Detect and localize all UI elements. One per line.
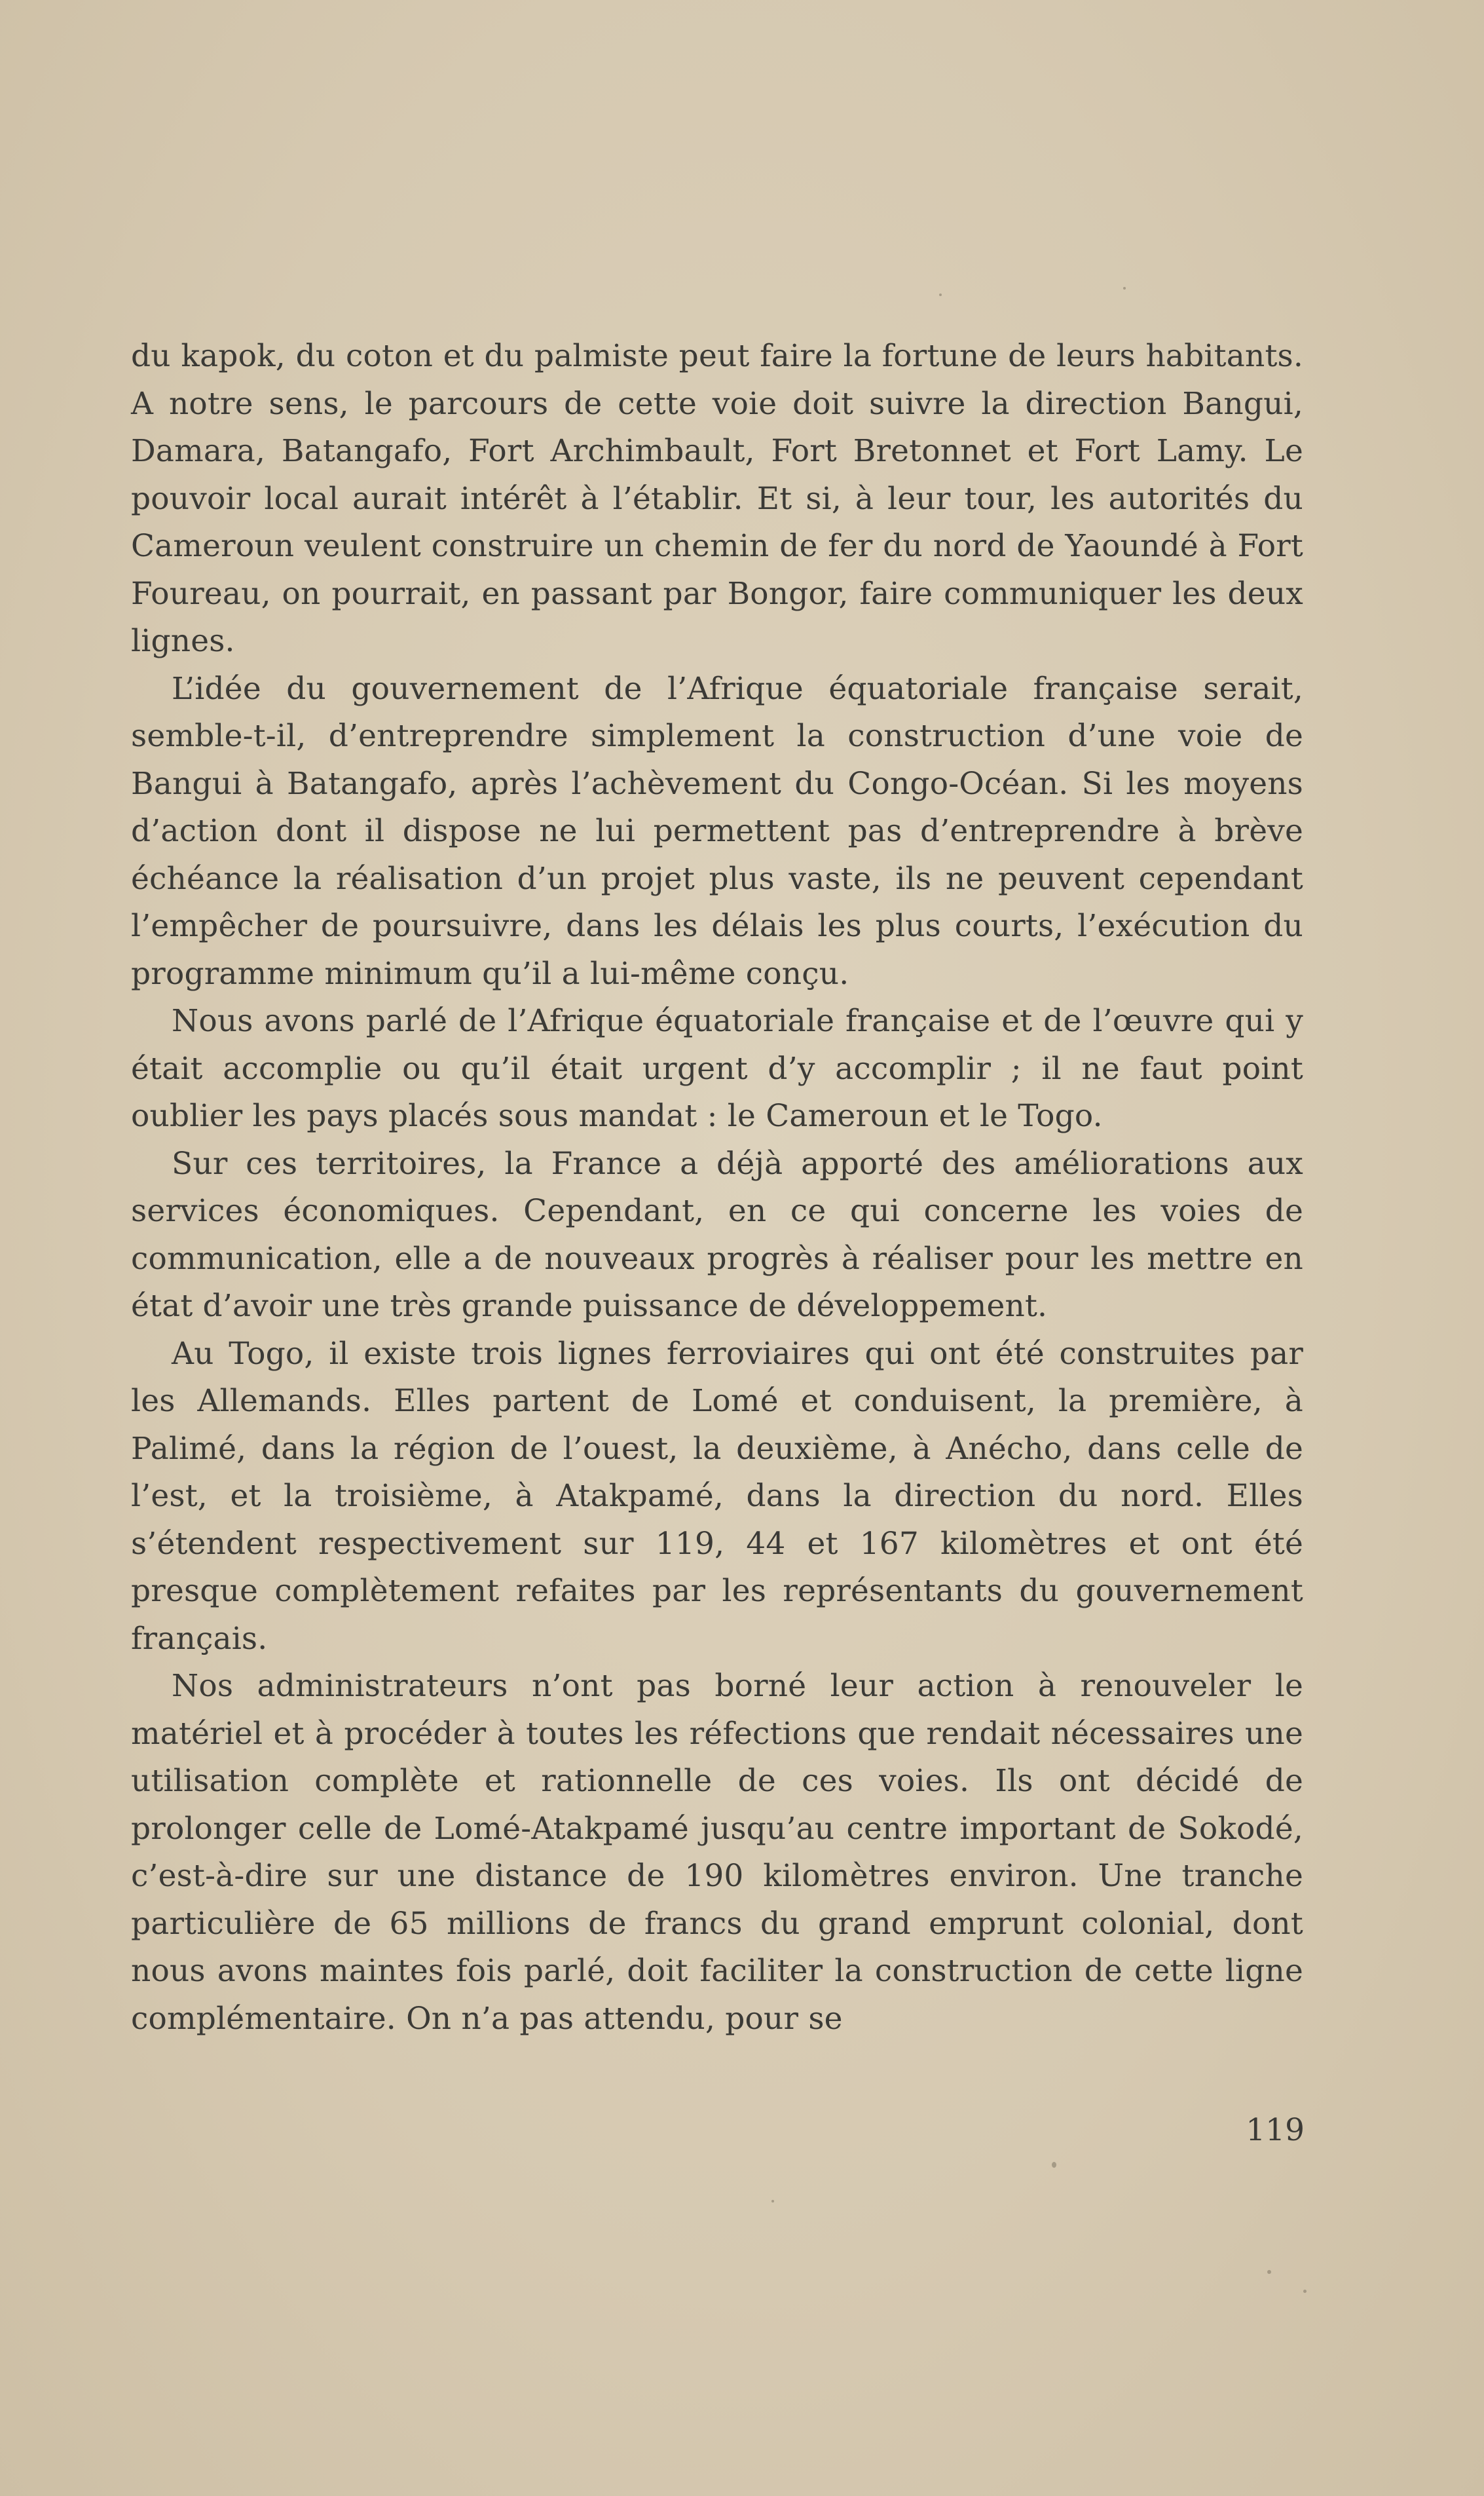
paper-speck — [771, 2200, 774, 2203]
paragraph-1: du kapok, du coton et du palmiste peut faire la fortune de leurs habitants. A notre sens, le parcours de cette voie doit suivre la direction Bangui, Damara, Batangafo, Fort Archimbault, Fort Bretonnet et Fort Lamy. Le pouvoir local aurait intérêt à l’établir. Et si, à leur tour, les autorités du Cameroun veulent construire un chemin de fer du nord de Yaoundé à Fort Foureau, on pourrait, en passant par Bongor, faire communiquer les deux lignes. — [131, 338, 1303, 659]
paper-speck — [1123, 287, 1126, 290]
paper-speck — [1052, 2162, 1056, 2168]
paragraph-4: Sur ces territoires, la France a déjà apporté des améliorations aux services économiques. Cependant, en ce qui concerne les voies de communication, elle a de nouveaux progrès à réaliser pour les mettre en état d’avoir une très grande puissance de développement. — [131, 1145, 1303, 1324]
page-number: 119 — [1246, 2112, 1305, 2148]
paper-speck — [1267, 2270, 1271, 2274]
paragraph-5: Au Togo, il existe trois lignes ferroviaires qui ont été construites par les Allemands. Elles partent de Lomé et conduisent, la première, à Palimé, dans la région de l’ouest, la deuxième, à Anécho, dans celle de l’est, et la troisième, à Atakpamé, dans la direction du nord. Elles s’étendent respectivement sur 119, 44 et 167 kilomètres et ont été presque complètement refaites par les représentants du gouvernement français. — [131, 1335, 1303, 1657]
paper-speck — [1303, 2290, 1307, 2293]
paragraph-3: Nous avons parlé de l’Afrique équatoriale française et de l’œuvre qui y était accomplie ou qu’il était urgent d’y accomplir ; il ne faut point oublier les pays placés sous mandat : le Cameroun et le Togo. — [131, 1003, 1303, 1134]
paper-speck — [939, 293, 942, 296]
paragraph-2: L’idée du gouvernement de l’Afrique équatoriale française serait, semble-t-il, d’entreprendre simplement la construction d’une voie de Bangui à Batangafo, après l’achèvement du Congo-Océan. Si les moyens d’action dont il dispose ne lui permettent pas d’entreprendre à brève échéance la réalisation d’un projet plus vaste, ils ne peuvent cependant l’empêcher de poursuivre, dans les délais les plus courts, l’exécution du programme minimum qu’il a lui-même conçu. — [131, 670, 1303, 992]
body-text — [131, 333, 1303, 2043]
paragraph-6: Nos administrateurs n’ont pas borné leur action à renouveler le matériel et à procéder à toutes les réfections que rendait nécessaires une utilisation complète et rationnelle de ces voies. Ils ont décidé de prolonger celle de Lomé-Atakpamé jusqu’au centre important de Sokodé, c’est-à-dire sur une distance de 190 kilomètres environ. Une tranche particulière de 65 millions de francs du grand emprunt colonial, dont nous avons maintes fois parlé, doit faciliter la construction de cette ligne complémentaire. On n’a pas attendu, pour se — [131, 1668, 1303, 2037]
